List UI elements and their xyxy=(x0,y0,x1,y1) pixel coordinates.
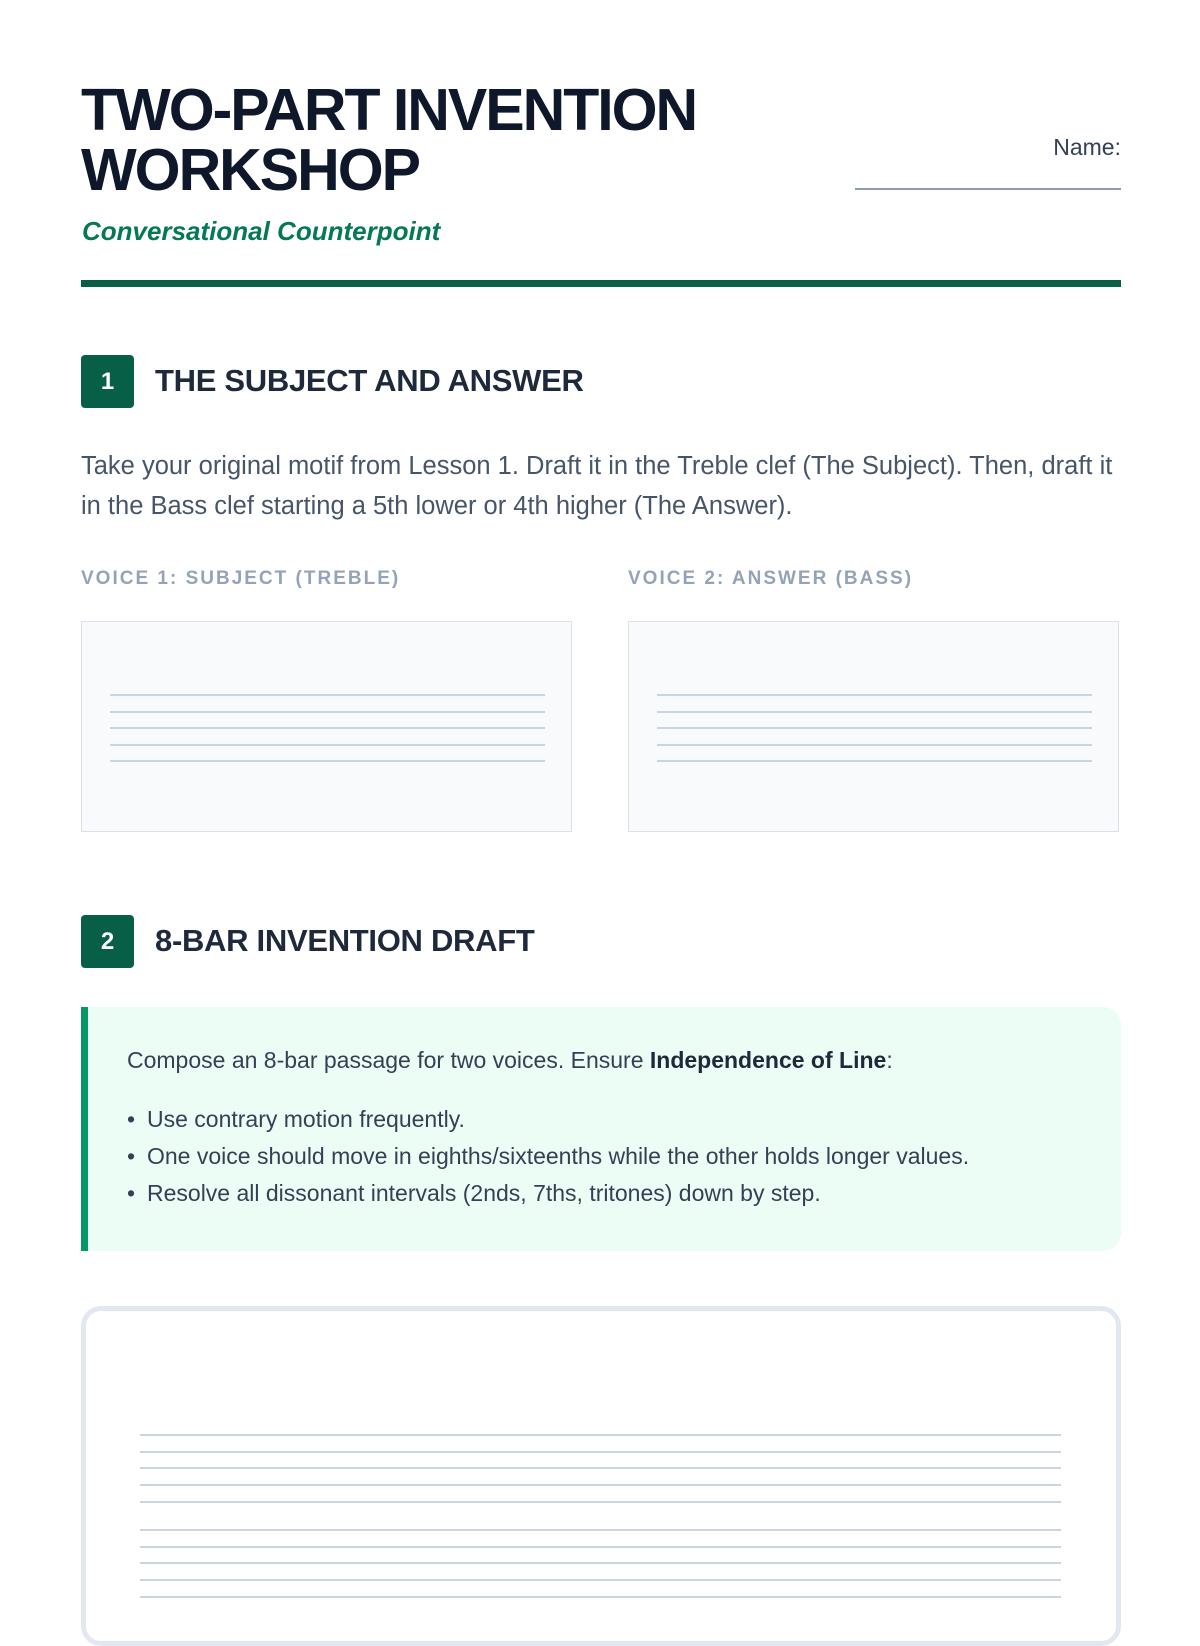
section-1-title: THE SUBJECT AND ANSWER xyxy=(155,363,584,398)
list-item xyxy=(127,1175,969,1212)
draft-staff-upper xyxy=(140,1434,1061,1517)
bullet-icon: • xyxy=(127,1143,136,1169)
worksheet-page xyxy=(81,0,1121,1600)
staff-line xyxy=(140,1484,1061,1486)
page-title-line2: WORKSHOP xyxy=(81,137,419,203)
staff-line xyxy=(657,727,1092,729)
staff-line xyxy=(140,1467,1061,1469)
staff-line xyxy=(140,1562,1061,1564)
list-item xyxy=(127,1101,969,1138)
staff-line xyxy=(110,711,545,713)
staff-line xyxy=(657,744,1092,746)
bass-staff xyxy=(657,694,1092,777)
callout-intro-text: Compose an 8-bar passage for two voices. Ensure xyxy=(127,1047,650,1073)
list-item xyxy=(127,1138,969,1175)
staff-line xyxy=(140,1451,1061,1453)
staff-line xyxy=(110,694,545,696)
staff-line xyxy=(110,760,545,762)
page-title xyxy=(81,77,801,203)
treble-staff xyxy=(110,694,545,777)
voice-1-staff-box[interactable] xyxy=(81,621,572,832)
staff-line xyxy=(140,1434,1061,1436)
staff-line xyxy=(140,1596,1061,1598)
voice-1-label: VOICE 1: SUBJECT (TREBLE) xyxy=(81,568,401,589)
list-item-text: One voice should move in eighths/sixteenths while the other holds longer values. xyxy=(147,1143,970,1169)
section-2-header xyxy=(81,915,1121,969)
staff-line xyxy=(110,727,545,729)
staff-line xyxy=(110,744,545,746)
staff-line xyxy=(140,1529,1061,1531)
list-item-text: Resolve all dissonant intervals (2nds, 7ths, tritones) down by step. xyxy=(147,1180,821,1206)
callout-intro xyxy=(127,1047,893,1074)
name-label: Name: xyxy=(1053,134,1121,160)
section-2-number-badge: 2 xyxy=(81,915,134,968)
bullet-icon: • xyxy=(127,1106,136,1132)
page-title-line1: TWO-PART INVENTION xyxy=(81,77,697,143)
staff-line xyxy=(140,1501,1061,1503)
bullet-icon: • xyxy=(127,1180,136,1206)
section-1-number-badge: 1 xyxy=(81,355,134,408)
list-item-text: Use contrary motion frequently. xyxy=(147,1106,465,1132)
staff-line xyxy=(657,760,1092,762)
worksheet-header xyxy=(81,77,1121,290)
name-field-line[interactable] xyxy=(855,188,1121,190)
staff-line xyxy=(657,711,1092,713)
invention-draft-box[interactable] xyxy=(81,1306,1121,1646)
voice-2-staff-box[interactable] xyxy=(628,621,1119,832)
staff-line xyxy=(140,1546,1061,1548)
voice-2-label: VOICE 2: ANSWER (BASS) xyxy=(628,568,914,589)
section-2-title: 8-BAR INVENTION DRAFT xyxy=(155,923,535,958)
section-1-instructions: Take your original motif from Lesson 1. Draft it in the Treble clef (The Subject). Then, draft it in the Bass clef starting a 5th lower or 4th higher (The Answer). xyxy=(81,452,1113,520)
staff-line xyxy=(657,694,1092,696)
page-subtitle: Conversational Counterpoint xyxy=(82,216,441,246)
instructions-callout xyxy=(81,1007,1121,1251)
section-1-header xyxy=(81,355,1121,409)
callout-intro-bold: Independence of Line xyxy=(649,1047,887,1073)
header-divider xyxy=(81,280,1121,287)
callout-list xyxy=(127,1101,969,1212)
staff-line xyxy=(140,1579,1061,1581)
callout-intro-end: : xyxy=(886,1047,893,1073)
